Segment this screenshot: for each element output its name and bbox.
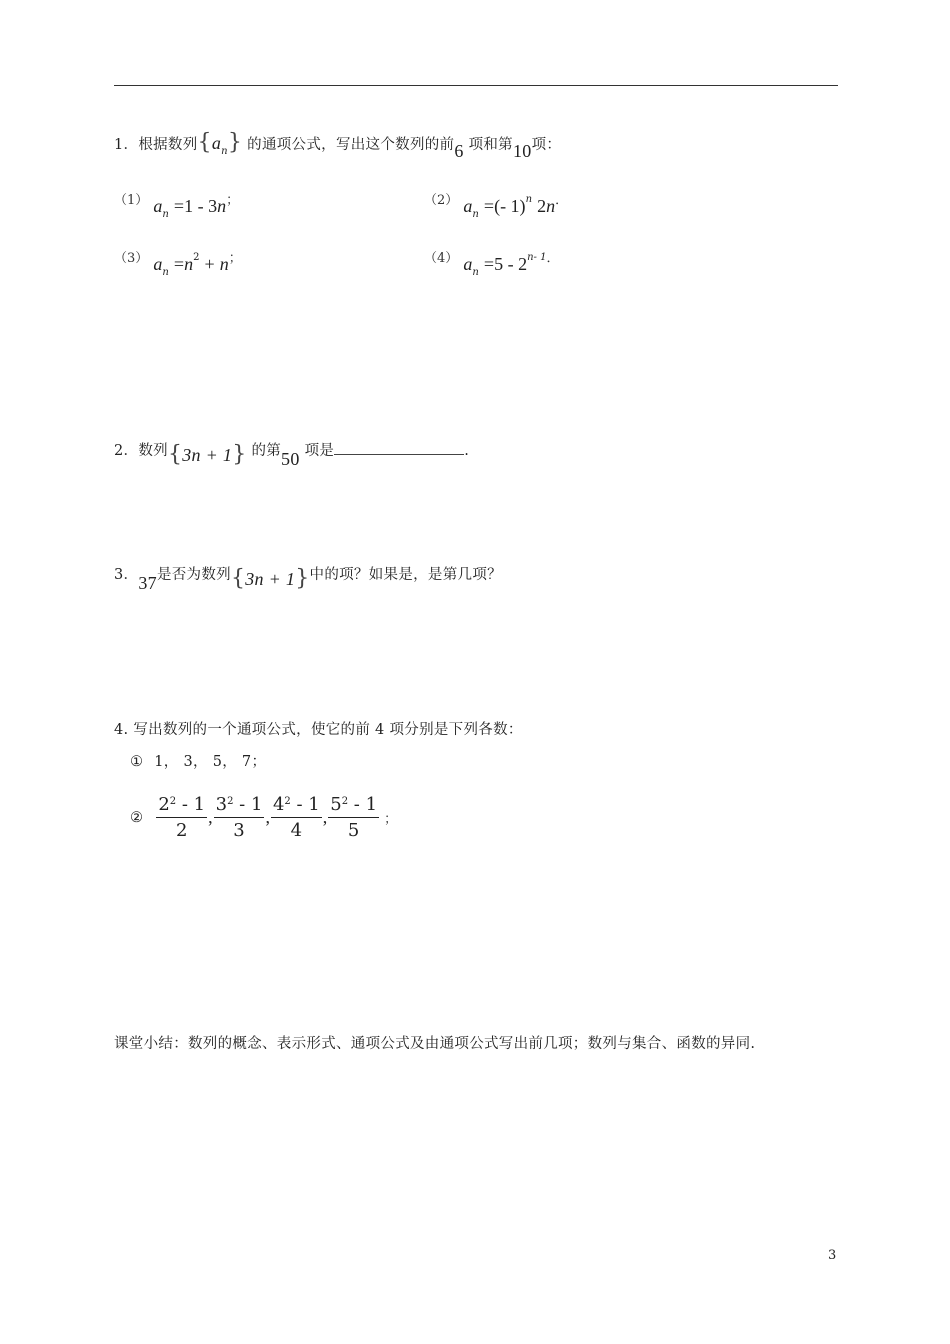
q1-seq: a (211, 133, 222, 153)
question-4-part-1: ① 1， 3， 5， 7； (130, 754, 267, 770)
fraction-2: $\frac{3^2 - 1}{3}$ (215, 794, 263, 841)
question-1: 1．根据数列$\{a_n\}$ 的通项公式，写出这个数列的前6 项和第10项： (114, 130, 562, 161)
question-3: 3．37是否为数列{3n + 1}中的项？如果是，是第几项？ (114, 566, 502, 593)
header-rule (114, 85, 838, 86)
q2-seq: 3n + 1 (182, 445, 233, 465)
q1-n6: 6 (454, 141, 464, 161)
question-4-title: 4. 写出数列的一个通项公式，使它的前 4 项分别是下列各数： (114, 722, 523, 738)
q1-item-3: （3） $a_n =n2 + n$； (114, 251, 242, 278)
q2-num: 50 (281, 449, 300, 469)
fraction-1: $\frac{2^2 - 1}{2}$ (158, 794, 206, 841)
question-4-part-2: ② $\frac{2^2 - 1}{2}$ , $\frac{3^2 - 1}{3}$ , $\frac{4^2 - 1}{4}$ , $\frac{5^2 - 1}{5}$ ； (130, 794, 398, 841)
question-2: 2．数列{3n + 1} 的第50 项是 . (114, 442, 470, 469)
page-number: 3 (828, 1248, 837, 1263)
q1-item-4: （4） $a_n =5 - 2n-$ 1． (424, 251, 560, 278)
q1-prefix: 1．根据数列 (114, 137, 198, 153)
fraction-4: $\frac{5^2 - 1}{5}$ (330, 794, 378, 841)
q1-n10: 10 (512, 141, 532, 161)
fraction-3: $\frac{4^2 - 1}{4}$ (272, 794, 320, 841)
q1-mid1: 的通项公式，写出这个数列的前 (247, 137, 455, 153)
q3-num: 37 (138, 573, 157, 593)
q3-seq: 3n + 1 (245, 569, 296, 589)
q1-suffix: 项： (531, 137, 562, 153)
q1-item-1: （1） $a_n =1 - 3n$； (114, 193, 240, 220)
class-summary: 课堂小结：数列的概念、表示形式、通项公式及由通项公式写出前几项；数列与集合、函数的异同. (114, 1036, 756, 1052)
q1-mid2: 项和第 (468, 137, 513, 153)
q1-item-2: （2） $a_n$ =(- 1)n 2n． (424, 193, 569, 220)
answer-blank[interactable] (334, 440, 464, 455)
